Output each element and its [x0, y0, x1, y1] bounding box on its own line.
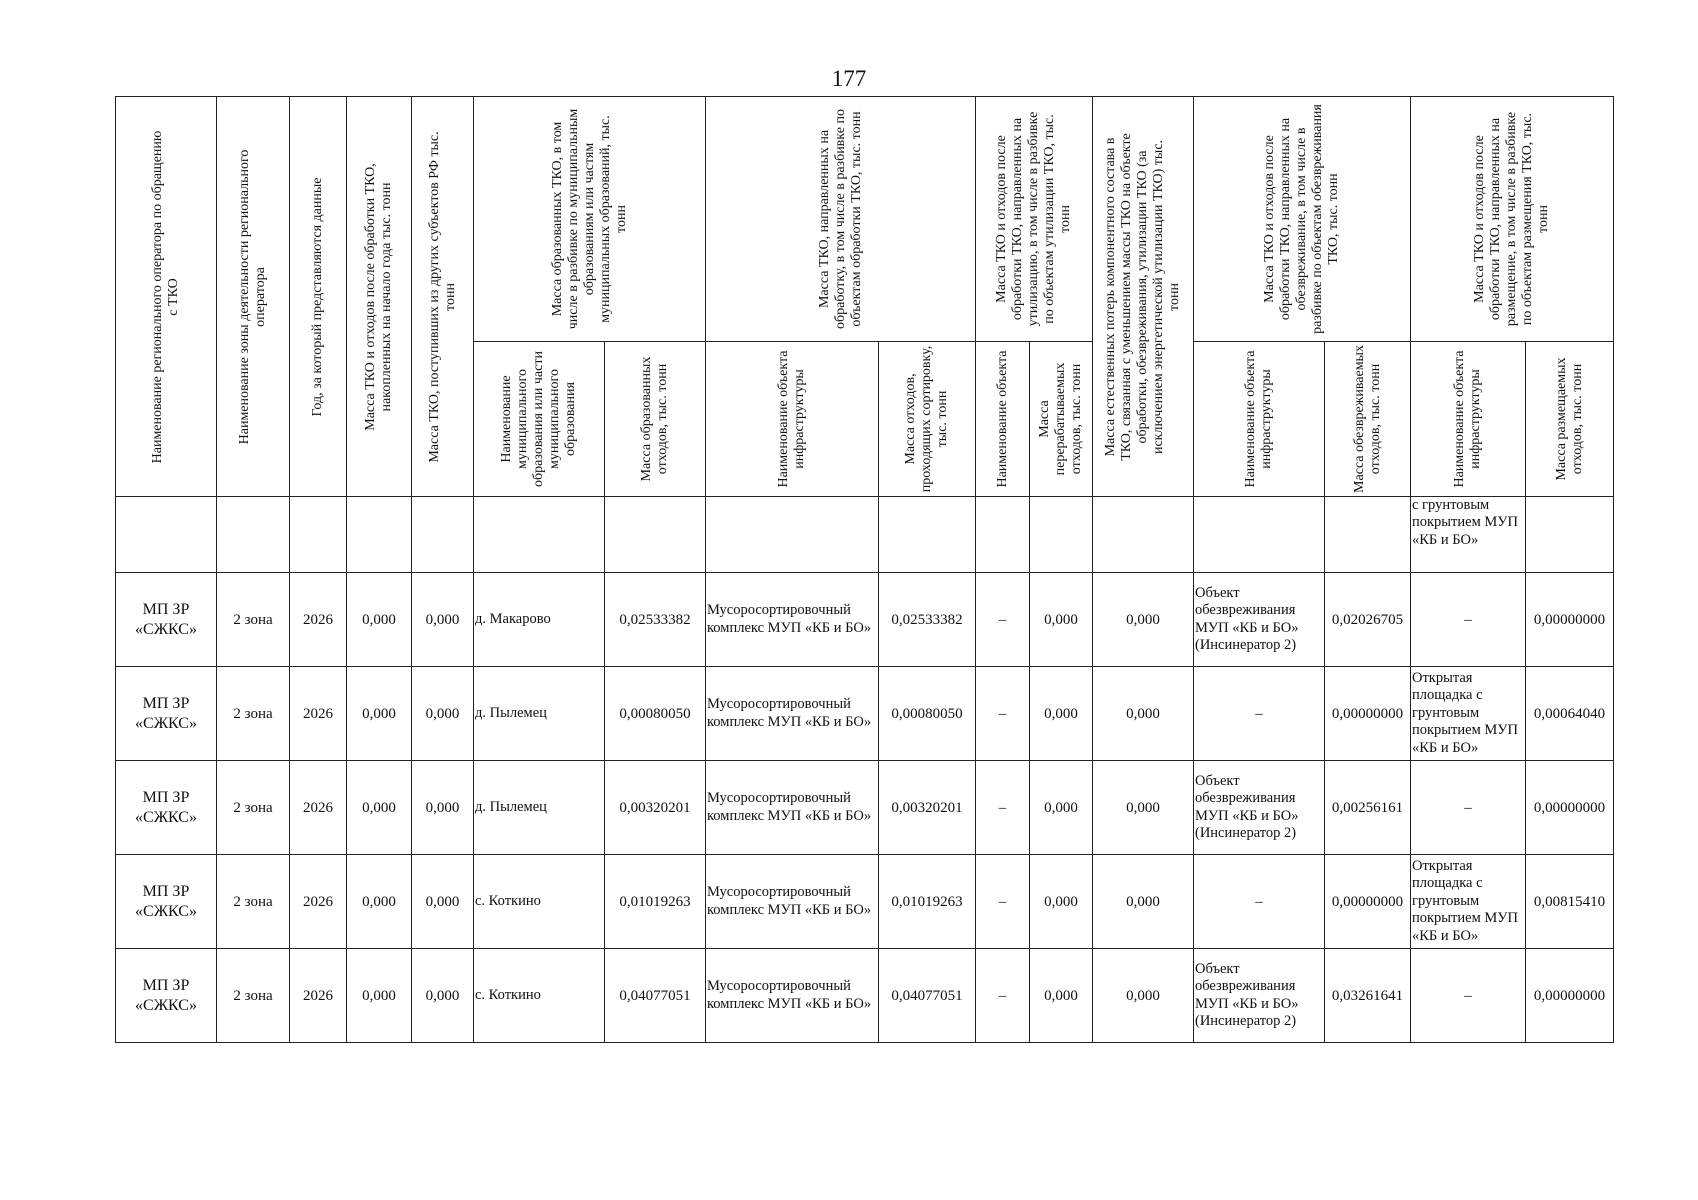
cell-neutralization-mass: 0,02026705 — [1325, 573, 1411, 667]
cell-operator: МП ЗР «СЖКС» — [116, 855, 217, 949]
cell-processing-mass: 0,02533382 — [879, 573, 976, 667]
table-row-continuation — [116, 497, 1614, 573]
cell-municipality: д. Макарово — [474, 573, 605, 667]
cell-zone: 2 зона — [217, 761, 290, 855]
header-year: Год, за который представляются данные — [290, 97, 347, 497]
cell-mass-start: 0,000 — [347, 761, 412, 855]
cell-formed-mass: 0,04077051 — [605, 949, 706, 1043]
header-mass-start: Масса ТКО и отходов после обработки ТКО, накопленных на начало года тыс. тонн — [347, 97, 412, 497]
cell-neutralization-object: – — [1194, 855, 1325, 949]
cell-natural-losses: 0,000 — [1093, 667, 1194, 761]
cell-neutralization-mass: 0,00256161 — [1325, 761, 1411, 855]
header-formed-group: Масса образованных ТКО, в том числе в разбивке по муниципальным образованиям или частям муниципальных образований, тыс. тонн — [474, 97, 706, 342]
cell-formed-mass: 0,00320201 — [605, 761, 706, 855]
table-row — [116, 761, 1614, 855]
cell-zone: 2 зона — [217, 949, 290, 1043]
cell-utilization-mass: 0,000 — [1030, 573, 1093, 667]
cell-formed-mass: 0,01019263 — [605, 855, 706, 949]
cell-natural-losses: 0,000 — [1093, 573, 1194, 667]
cell-mass-received: 0,000 — [412, 667, 474, 761]
header-utilization-group: Масса ТКО и отходов после обработки ТКО, направленных на утилизацию, в том числе в разбивке по объектам утилизации ТКО, тыс. тонн — [976, 97, 1093, 342]
cell-year: 2026 — [290, 855, 347, 949]
cell-year: 2026 — [290, 667, 347, 761]
cell-zone: 2 зона — [217, 667, 290, 761]
cell-utilization-object: – — [976, 573, 1030, 667]
cell-zone: 2 зона — [217, 855, 290, 949]
header-utilization-mass: Масса перерабатываемых отходов, тыс. тонн — [1030, 342, 1093, 497]
cell-formed-mass: 0,02533382 — [605, 573, 706, 667]
waste-data-table — [115, 96, 1614, 1043]
cell-operator: МП ЗР «СЖКС» — [116, 949, 217, 1043]
cell-year: 2026 — [290, 949, 347, 1043]
cell-neutralization-mass: 0,00000000 — [1325, 667, 1411, 761]
header-formed-municipality: Наименование муниципального образования или части муниципального образования — [474, 342, 605, 497]
cell-disposal-object: – — [1411, 761, 1526, 855]
cell-utilization-mass: 0,000 — [1030, 667, 1093, 761]
table-row — [116, 855, 1614, 949]
cell-processing-object: Мусоросортировочный комплекс МУП «КБ и БО» — [706, 949, 879, 1043]
table-row — [116, 667, 1614, 761]
cell-processing-object: Мусоросортировочный комплекс МУП «КБ и БО» — [706, 667, 879, 761]
cell-mass-start: 0,000 — [347, 667, 412, 761]
header-disposal-object: Наименование объекта инфраструктуры — [1411, 342, 1526, 497]
cell-disposal-mass: 0,00000000 — [1526, 573, 1614, 667]
cell-processing-mass: 0,04077051 — [879, 949, 976, 1043]
cell-disposal-object: – — [1411, 573, 1526, 667]
cell-neutralization-object: Объект обезвреживания МУП «КБ и БО» (Инсинератор 2) — [1194, 573, 1325, 667]
header-disposal-group: Масса ТКО и отходов после обработки ТКО, направленных на размещение, в том числе в разбивке по объектам размещения ТКО, тыс. тонн — [1411, 97, 1614, 342]
cell-utilization-object: – — [976, 667, 1030, 761]
header-processing-object: Наименование объекта инфраструктуры — [706, 342, 879, 497]
cell-municipality: д. Пылемец — [474, 667, 605, 761]
header-operator-name: Наименование регионального оператора по обращению с ТКО — [116, 97, 217, 497]
cell-processing-object: Мусоросортировочный комплекс МУП «КБ и БО» — [706, 855, 879, 949]
cell-year: 2026 — [290, 573, 347, 667]
cell-mass-start: 0,000 — [347, 949, 412, 1043]
cell-municipality: д. Пылемец — [474, 761, 605, 855]
cell-utilization-object: – — [976, 855, 1030, 949]
cell-processing-mass: 0,00320201 — [879, 761, 976, 855]
cell-disposal-mass: 0,00064040 — [1526, 667, 1614, 761]
header-neutralization-object: Наименование объекта инфраструктуры — [1194, 342, 1325, 497]
cell-processing-mass: 0,01019263 — [879, 855, 976, 949]
cell-utilization-mass: 0,000 — [1030, 855, 1093, 949]
cell-natural-losses: 0,000 — [1093, 949, 1194, 1043]
cell-operator: МП ЗР «СЖКС» — [116, 667, 217, 761]
cell-disposal-mass: 0,00000000 — [1526, 761, 1614, 855]
cell-mass-received: 0,000 — [412, 855, 474, 949]
cell-disposal-object: с грунтовым покрытием МУП «КБ и БО» — [1411, 497, 1526, 573]
cell-utilization-mass: 0,000 — [1030, 949, 1093, 1043]
header-disposal-mass: Масса размещаемых отходов, тыс. тонн — [1526, 342, 1614, 497]
cell-mass-received: 0,000 — [412, 573, 474, 667]
page-number: 177 — [831, 66, 867, 91]
cell-formed-mass: 0,00080050 — [605, 667, 706, 761]
table-row — [116, 573, 1614, 667]
cell-neutralization-mass: 0,03261641 — [1325, 949, 1411, 1043]
cell-municipality: с. Коткино — [474, 855, 605, 949]
header-processing-mass: Масса отходов, проходящих сортировку, тыс. тонн — [879, 342, 976, 497]
cell-neutralization-object: Объект обезвреживания МУП «КБ и БО» (Инсинератор 2) — [1194, 761, 1325, 855]
cell-processing-mass: 0,00080050 — [879, 667, 976, 761]
cell-processing-object: Мусоросортировочный комплекс МУП «КБ и БО» — [706, 573, 879, 667]
cell-mass-start: 0,000 — [347, 573, 412, 667]
cell-disposal-mass: 0,00815410 — [1526, 855, 1614, 949]
cell-utilization-mass: 0,000 — [1030, 761, 1093, 855]
header-neutralization-group: Масса ТКО и отходов после обработки ТКО, направленных на обезвреживание, в том числе в разбивке по объектам обезвреживания ТКО, тыс. тонн — [1194, 97, 1411, 342]
table-row — [116, 949, 1614, 1043]
cell-disposal-mass: 0,00000000 — [1526, 949, 1614, 1043]
cell-mass-start: 0,000 — [347, 855, 412, 949]
cell-neutralization-object: Объект обезвреживания МУП «КБ и БО» (Инсинератор 2) — [1194, 949, 1325, 1043]
header-processing-group: Масса ТКО, направленных на обработку, в том числе в разбивке по объектам обработки ТКО, тыс. тонн — [706, 97, 976, 342]
header-utilization-object: Наименование объекта — [976, 342, 1030, 497]
cell-zone: 2 зона — [217, 573, 290, 667]
header-neutralization-mass: Масса обезвреживаемых отходов, тыс. тонн — [1325, 342, 1411, 497]
cell-utilization-object: – — [976, 949, 1030, 1043]
cell-operator: МП ЗР «СЖКС» — [116, 761, 217, 855]
cell-utilization-object: – — [976, 761, 1030, 855]
header-natural-losses: Масса естественных потерь компонентного состава в ТКО, связанная с уменьшением массы ТКО на объекте обработки, обезвреживания, утилизации ТКО (за исключением энергетической утилизации ТКО) тыс. тонн — [1093, 97, 1194, 497]
header-formed-mass: Масса образованных отходов, тыс. тонн — [605, 342, 706, 497]
header-mass-received: Масса ТКО, поступивших из других субъектов РФ тыс. тонн — [412, 97, 474, 497]
cell-disposal-object: – — [1411, 949, 1526, 1043]
cell-operator: МП ЗР «СЖКС» — [116, 573, 217, 667]
cell-disposal-object: Открытая площадка с грунтовым покрытием МУП «КБ и БО» — [1411, 667, 1526, 761]
cell-processing-object: Мусоросортировочный комплекс МУП «КБ и БО» — [706, 761, 879, 855]
header-zone-name: Наименование зоны деятельности регионального оператора — [217, 97, 290, 497]
cell-municipality: с. Коткино — [474, 949, 605, 1043]
cell-natural-losses: 0,000 — [1093, 761, 1194, 855]
cell-neutralization-mass: 0,00000000 — [1325, 855, 1411, 949]
cell-neutralization-object: – — [1194, 667, 1325, 761]
cell-year: 2026 — [290, 761, 347, 855]
cell-natural-losses: 0,000 — [1093, 855, 1194, 949]
cell-disposal-object: Открытая площадка с грунтовым покрытием МУП «КБ и БО» — [1411, 855, 1526, 949]
cell-mass-received: 0,000 — [412, 949, 474, 1043]
cell-mass-received: 0,000 — [412, 761, 474, 855]
